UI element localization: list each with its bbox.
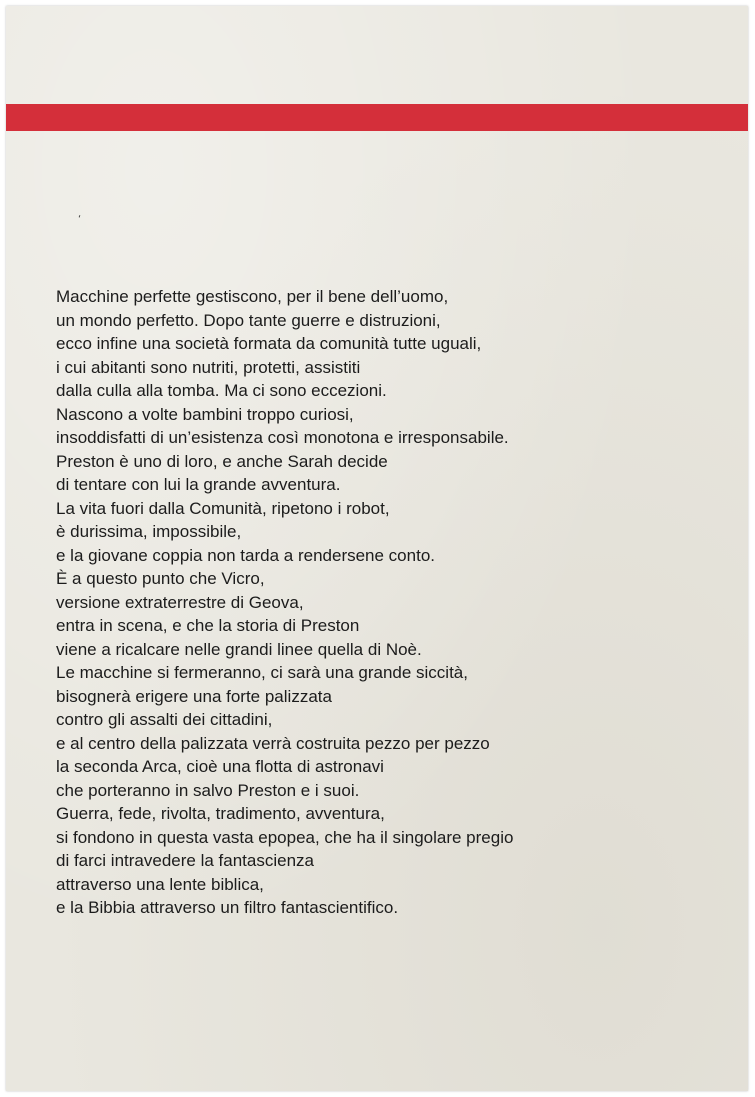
blurb-line: di tentare con lui la grande avventura. bbox=[56, 475, 341, 494]
blurb-line: ecco infine una società formata da comunità tutte uguali, bbox=[56, 334, 482, 353]
blurb-line: insoddisfatti di un’esistenza così monotona e irresponsabile. bbox=[56, 428, 509, 447]
blurb-line: e la Bibbia attraverso un filtro fantascientifico. bbox=[56, 898, 399, 917]
blurb-line: Guerra, fede, rivolta, tradimento, avventura, bbox=[56, 804, 385, 823]
blurb-line: Preston è uno di loro, e anche Sarah decide bbox=[56, 451, 388, 471]
blurb-line: Macchine perfette gestiscono, per il bene dell’uomo, bbox=[56, 287, 449, 306]
blurb-line: è durissima, impossibile, bbox=[56, 522, 242, 541]
blurb-line: entra in scena, e che la storia di Preston bbox=[56, 616, 360, 635]
blurb-line: i cui abitanti sono nutriti, protetti, assistiti bbox=[56, 357, 361, 377]
book-back-cover bbox=[6, 6, 748, 1091]
red-stripe bbox=[6, 104, 748, 131]
blurb-line: che porteranno in salvo Preston e i suoi. bbox=[56, 780, 360, 800]
blurb-line: la seconda Arca, cioè una flotta di astronavi bbox=[56, 757, 384, 776]
blurb-line: Nascono a volte bambini troppo curiosi, bbox=[56, 404, 354, 424]
blurb-line: Le macchine si fermeranno, ci sarà una grande siccità, bbox=[56, 663, 468, 682]
blurb-line: contro gli assalti dei cittadini, bbox=[56, 710, 273, 729]
blurb-line: e la giovane coppia non tarda a rendersene conto. bbox=[56, 545, 435, 565]
blurb-line: La vita fuori dalla Comunità, ripetono i robot, bbox=[56, 498, 390, 518]
blurb-text bbox=[56, 285, 726, 920]
blurb-line: versione extraterrestre di Geova, bbox=[56, 592, 304, 612]
blurb-line: bisognerà erigere una forte palizzata bbox=[56, 686, 332, 706]
blurb-line: un mondo perfetto. Dopo tante guerre e distruzioni, bbox=[56, 310, 441, 330]
blurb-line: È a questo punto che Vicro, bbox=[56, 569, 265, 588]
blurb-line: attraverso una lente biblica, bbox=[56, 874, 264, 894]
blurb-line: si fondono in questa vasta epopea, che ha il singolare pregio bbox=[56, 827, 514, 847]
blurb-line: viene a ricalcare nelle grandi linee quella di Noè. bbox=[56, 639, 422, 659]
blurb-line: dalla culla alla tomba. Ma ci sono eccezioni. bbox=[56, 381, 387, 400]
blurb-line: e al centro della palizzata verrà costruita pezzo per pezzo bbox=[56, 733, 490, 753]
blurb-line: di farci intravedere la fantascienza bbox=[56, 851, 314, 870]
ink-speck: ‘ bbox=[78, 214, 82, 225]
